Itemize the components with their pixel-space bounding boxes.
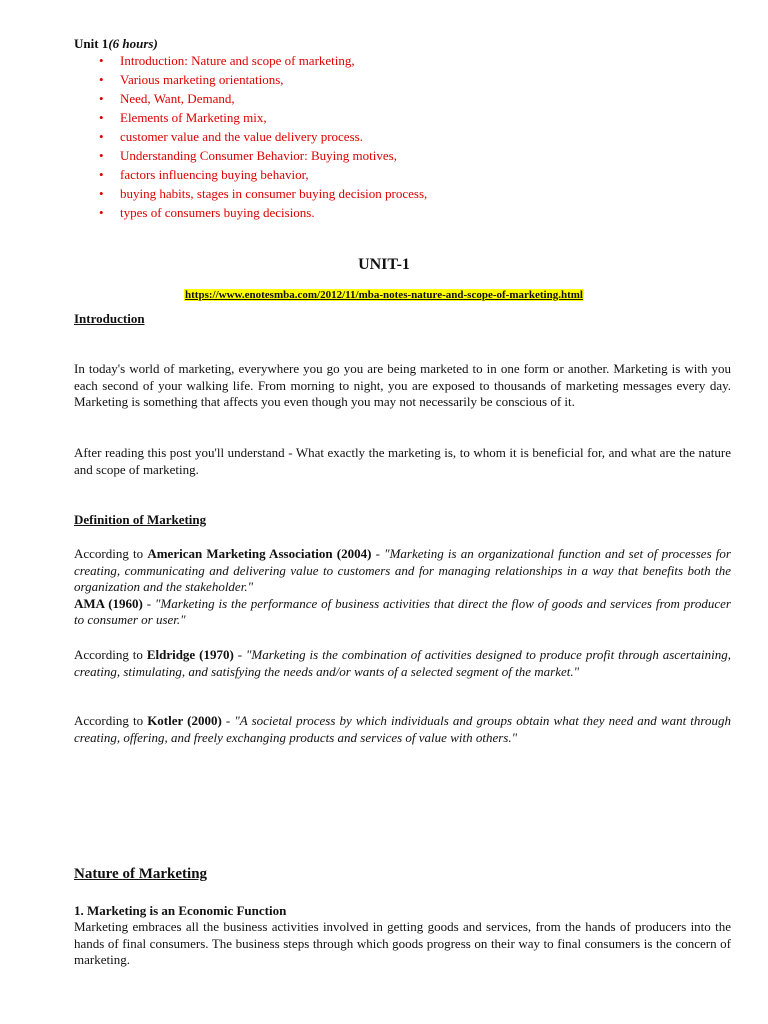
unit-label: Unit 1 xyxy=(74,36,109,51)
definition-kotler: According to Kotler (2000) - "A societal process by which individuals and groups obtain what they need and want through creating, offering, and freely exchanging products and services of value with others." xyxy=(74,713,731,745)
unit-heading xyxy=(74,36,158,52)
nature-paragraph-1: Marketing embraces all the business activities involved in getting goods and services, from the hands of producers into the hands of final consumers. The business steps through which goods progress on their way to final consumers is the concern of marketing. xyxy=(74,919,731,968)
intro-paragraph-1: In today's world of marketing, everywhere you go you are being marketed to in one form or another. Marketing is with you each second of your walking life. From morning to night, you are exposed to thousands of marketing messages every day. Marketing is something that affects you even though you may not necessarily be conscious of it. xyxy=(74,361,731,410)
list-item: • factors influencing buying behavior, xyxy=(99,167,309,182)
bullet-icon: • xyxy=(99,205,104,220)
bullet-icon: • xyxy=(99,129,104,144)
list-item: • Elements of Marketing mix, xyxy=(99,110,267,125)
nature-heading: Nature of Marketing xyxy=(74,866,208,882)
definition-heading: Definition of Marketing xyxy=(74,512,207,527)
source-link-row xyxy=(0,285,768,303)
definition-ama-2004: According to American Marketing Association (2004) - "Marketing is an organizational function and set of processes for creating, communicating and delivering value to customers and for managing relationships in a way that benefits both the organization and the stakeholder." AMA (1960) - "Marketing is the performance of business activities that direct the flow of goods and services from producer to consumer or user." xyxy=(74,546,731,628)
bullet-icon: • xyxy=(99,186,104,201)
list-item: • customer value and the value delivery process. xyxy=(99,129,363,144)
list-item: • Understanding Consumer Behavior: Buying motives, xyxy=(99,148,397,163)
list-item: • Need, Want, Demand, xyxy=(99,91,235,106)
list-item: • buying habits, stages in consumer buying decision process, xyxy=(99,186,428,201)
list-item: • Various marketing orientations, xyxy=(99,72,284,87)
bullet-icon: • xyxy=(99,110,104,125)
introduction-heading: Introduction xyxy=(74,311,145,326)
source-link[interactable]: https://www.enotesmba.com/2012/11/mba-notes-nature-and-scope-of-marketing.html xyxy=(185,289,583,301)
list-item: • Introduction: Nature and scope of marketing, xyxy=(99,53,355,68)
bullet-icon: • xyxy=(99,72,104,87)
unit-hours: (6 hours) xyxy=(108,36,158,51)
bullet-icon: • xyxy=(99,91,104,106)
bullet-icon: • xyxy=(99,148,104,163)
topic-list xyxy=(74,51,427,222)
intro-paragraph-2: After reading this post you'll understand - What exactly the marketing is, to whom it is beneficial for, and what are the nature and scope of marketing. xyxy=(74,445,731,477)
unit-title: UNIT-1 xyxy=(358,256,410,273)
list-item: • types of consumers buying decisions. xyxy=(99,205,315,220)
definition-eldridge: According to Eldridge (1970) - "Marketing is the combination of activities designed to produce profit through ascertaining, creating, stimulating, and satisfying the needs and/or wants of a selected segment of the market." xyxy=(74,647,731,679)
bullet-icon: • xyxy=(99,167,104,182)
nature-subheading-1: 1. Marketing is an Economic Function xyxy=(74,903,287,918)
bullet-icon: • xyxy=(99,53,104,68)
